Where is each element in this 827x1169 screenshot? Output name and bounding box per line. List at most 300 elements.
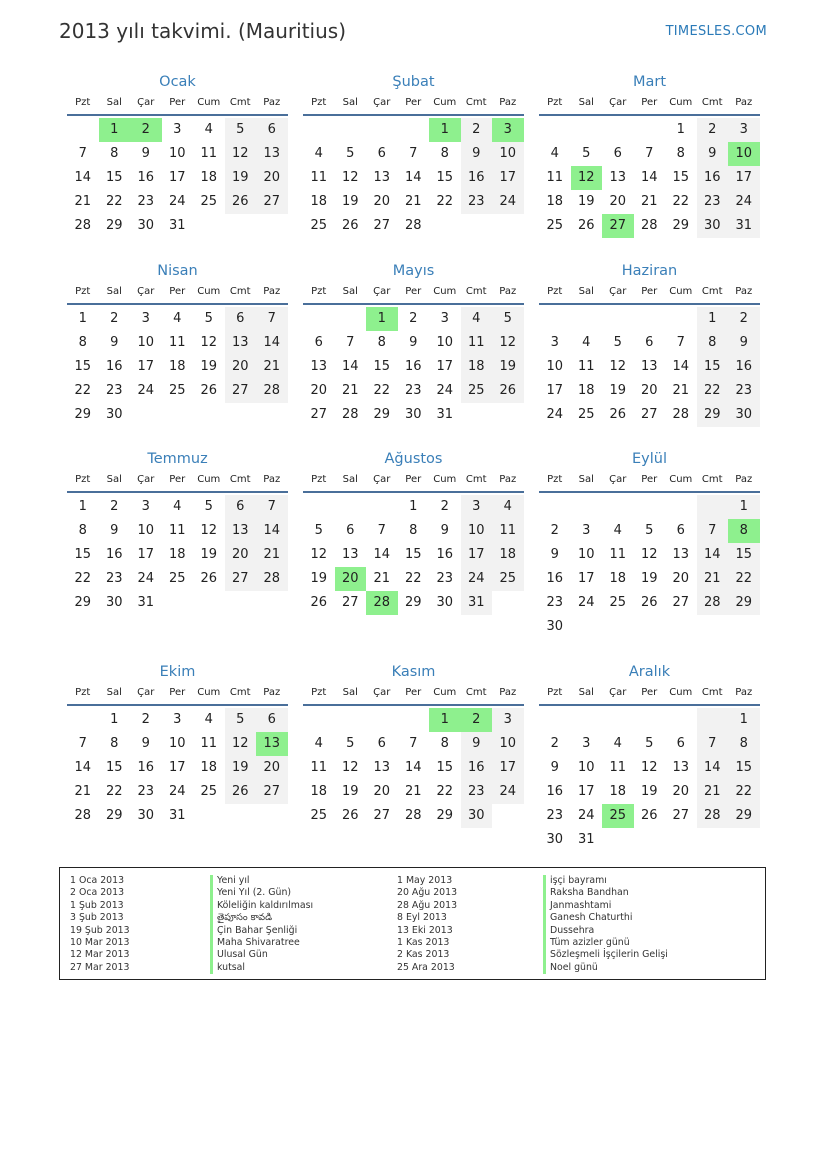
day-cell: 5	[492, 307, 524, 331]
day-cell: 7	[377, 523, 386, 538]
empty-cell	[335, 307, 367, 331]
day-cell: 4	[613, 523, 622, 538]
weekday-label: Cmt	[229, 687, 251, 698]
day-cell: 12	[341, 760, 359, 775]
day-cell: 21	[640, 194, 658, 209]
day-cell: 18	[168, 359, 186, 374]
day-cell: 11	[492, 519, 524, 543]
day-cell: 22	[672, 194, 690, 209]
day-grid	[539, 495, 760, 639]
day-cell: 15	[105, 170, 123, 185]
day-cell: 16	[137, 170, 155, 185]
day-cell: 18	[200, 170, 218, 185]
day-cell: 27	[256, 780, 288, 804]
holiday-date: 1 Kas 2013	[397, 936, 450, 948]
weekday-label: Cum	[197, 474, 221, 485]
day-cell: 21	[74, 194, 92, 209]
day-grid	[303, 118, 524, 238]
day-cell: 13	[672, 760, 690, 775]
day-cell: 16	[436, 547, 454, 562]
holiday-list	[59, 867, 766, 980]
day-grid	[303, 307, 524, 427]
day-cell: 17	[168, 170, 186, 185]
brand-link[interactable]: TIMESLES.COM	[665, 24, 767, 39]
day-cell: 1	[99, 118, 131, 142]
day-grid	[67, 307, 288, 427]
day-cell: 5	[582, 146, 591, 161]
empty-cell	[539, 307, 571, 331]
day-cell: 23	[137, 784, 155, 799]
day-cell: 22	[404, 571, 422, 586]
day-cell: 26	[640, 808, 658, 823]
weekday-label: Cum	[669, 687, 693, 698]
weekday-label: Cmt	[465, 474, 487, 485]
day-cell: 14	[697, 756, 729, 780]
day-cell: 8	[110, 146, 119, 161]
day-cell: 29	[105, 808, 123, 823]
empty-cell	[665, 708, 697, 732]
empty-cell	[492, 591, 524, 615]
holiday-name: Çin Bahar Şenliği	[210, 925, 313, 937]
day-cell: 8	[409, 523, 418, 538]
day-cell: 30	[404, 407, 422, 422]
day-cell: 22	[728, 567, 760, 591]
day-cell: 31	[436, 407, 454, 422]
empty-cell	[225, 403, 257, 427]
weekday-label: Çar	[373, 687, 391, 698]
day-cell: 18	[310, 784, 328, 799]
day-grid	[539, 708, 760, 852]
month-calendar	[539, 72, 760, 238]
day-cell: 12	[200, 335, 218, 350]
day-cell: 1	[409, 499, 418, 514]
empty-cell	[602, 828, 634, 852]
day-cell: 18	[200, 760, 218, 775]
day-cell: 30	[546, 832, 564, 847]
weekday-label: Sal	[342, 687, 358, 698]
weekday-label: Cmt	[229, 286, 251, 297]
day-cell: 30	[137, 218, 155, 233]
weekday-label: Cum	[197, 286, 221, 297]
day-cell: 29	[74, 595, 92, 610]
day-cell: 3	[440, 311, 449, 326]
day-cell: 30	[105, 407, 123, 422]
day-cell: 19	[640, 571, 658, 586]
empty-cell	[193, 214, 225, 238]
day-cell: 7	[78, 736, 87, 751]
day-cell: 12	[640, 547, 658, 562]
day-cell: 27	[310, 407, 328, 422]
day-cell: 2	[110, 311, 119, 326]
empty-cell	[602, 615, 634, 639]
day-cell: 11	[609, 760, 627, 775]
empty-cell	[366, 118, 398, 142]
day-grid	[67, 708, 288, 828]
day-cell: 29	[728, 591, 760, 615]
weekday-label: Paz	[499, 286, 517, 297]
weekday-label: Cum	[433, 474, 457, 485]
weekday-label: Per	[169, 286, 186, 297]
weekday-label: Pzt	[311, 286, 327, 297]
day-cell: 21	[404, 784, 422, 799]
weekday-label: Sal	[578, 97, 594, 108]
day-cell: 6	[377, 736, 386, 751]
day-cell: 17	[492, 166, 524, 190]
day-cell: 6	[676, 523, 685, 538]
day-cell: 2	[550, 523, 559, 538]
day-cell: 31	[137, 595, 155, 610]
day-cell: 14	[697, 543, 729, 567]
weekday-header	[303, 682, 524, 706]
day-cell: 4	[204, 122, 213, 137]
day-cell: 9	[141, 146, 150, 161]
day-cell: 25	[200, 784, 218, 799]
day-cell: 10	[728, 142, 760, 166]
day-cell: 9	[110, 523, 119, 538]
holiday-date: 28 Ağu 2013	[397, 899, 458, 911]
empty-cell	[665, 828, 697, 852]
day-cell: 15	[74, 547, 92, 562]
weekday-label: Per	[405, 687, 422, 698]
weekday-label: Per	[405, 97, 422, 108]
day-cell: 19	[200, 359, 218, 374]
day-cell: 15	[728, 543, 760, 567]
empty-cell	[461, 403, 493, 427]
month-name: Aralık	[628, 664, 671, 680]
day-cell: 30	[105, 595, 123, 610]
day-cell: 4	[492, 495, 524, 519]
day-cell: 28	[74, 808, 92, 823]
day-cell: 10	[577, 547, 595, 562]
weekday-label: Sal	[106, 286, 122, 297]
empty-cell	[193, 403, 225, 427]
day-cell: 11	[200, 146, 218, 161]
day-cell: 8	[377, 335, 386, 350]
day-cell: 20	[373, 194, 391, 209]
day-cell: 9	[697, 142, 729, 166]
day-cell: 28	[697, 804, 729, 828]
day-cell: 22	[74, 383, 92, 398]
day-cell: 17	[436, 359, 454, 374]
empty-cell	[225, 804, 257, 828]
day-cell: 7	[256, 495, 288, 519]
month-name: Şubat	[392, 74, 435, 90]
day-cell: 22	[373, 383, 391, 398]
day-cell: 22	[74, 571, 92, 586]
day-cell: 9	[728, 331, 760, 355]
weekday-label: Sal	[342, 286, 358, 297]
day-cell: 28	[404, 218, 422, 233]
month-calendar	[539, 662, 760, 852]
day-cell: 10	[492, 732, 524, 756]
day-cell: 18	[492, 543, 524, 567]
day-cell: 16	[404, 359, 422, 374]
day-cell: 27	[373, 808, 391, 823]
day-cell: 18	[577, 383, 595, 398]
day-cell: 24	[461, 567, 493, 591]
day-cell: 16	[697, 166, 729, 190]
empty-cell	[571, 708, 603, 732]
day-cell: 3	[492, 118, 524, 142]
day-cell: 7	[645, 146, 654, 161]
day-cell: 3	[141, 311, 150, 326]
weekday-header	[67, 469, 288, 493]
month-calendar	[303, 261, 524, 427]
day-cell: 8	[728, 732, 760, 756]
holiday-date: 8 Eyl 2013	[397, 912, 447, 924]
weekday-label: Çar	[137, 286, 155, 297]
day-cell: 19	[310, 571, 328, 586]
empty-cell	[256, 591, 288, 615]
empty-cell	[602, 307, 634, 331]
weekday-label: Paz	[499, 97, 517, 108]
empty-cell	[256, 804, 288, 828]
day-cell: 24	[137, 571, 155, 586]
holiday-dates-right	[397, 875, 457, 974]
weekday-label: Pzt	[311, 474, 327, 485]
day-cell: 26	[310, 595, 328, 610]
day-cell: 9	[550, 547, 559, 562]
day-cell: 26	[225, 780, 257, 804]
day-cell: 23	[105, 383, 123, 398]
month-calendar	[67, 261, 288, 427]
day-cell: 25	[310, 218, 328, 233]
day-cell: 10	[577, 760, 595, 775]
holiday-date: 12 Mar 2013	[70, 949, 130, 961]
day-cell: 1	[728, 708, 760, 732]
day-cell: 21	[672, 383, 690, 398]
empty-cell	[571, 118, 603, 142]
day-cell: 12	[492, 331, 524, 355]
day-cell: 8	[440, 736, 449, 751]
holiday-name: Tüm azizler günü	[543, 937, 668, 949]
day-cell: 11	[200, 736, 218, 751]
month-name: Nisan	[157, 263, 198, 279]
weekday-label: Per	[169, 97, 186, 108]
day-cell: 5	[225, 708, 257, 732]
day-cell: 12	[225, 732, 257, 756]
day-cell: 14	[74, 170, 92, 185]
weekday-label: Çar	[137, 687, 155, 698]
weekday-label: Paz	[263, 286, 281, 297]
day-cell: 11	[168, 335, 186, 350]
empty-cell	[602, 495, 634, 519]
weekday-label: Paz	[735, 97, 753, 108]
day-cell: 14	[404, 170, 422, 185]
day-cell: 13	[373, 170, 391, 185]
month-calendar	[303, 662, 524, 828]
day-cell: 20	[225, 355, 257, 379]
month-name: Temmuz	[147, 451, 208, 467]
day-cell: 1	[429, 708, 461, 732]
day-cell: 26	[200, 383, 218, 398]
weekday-label: Cmt	[465, 687, 487, 698]
weekday-header	[539, 281, 760, 305]
day-cell: 19	[341, 784, 359, 799]
day-cell: 2	[130, 118, 162, 142]
day-cell: 2	[461, 118, 493, 142]
holiday-name: Yeni Yıl (2. Gün)	[210, 887, 313, 899]
weekday-header	[67, 281, 288, 305]
weekday-label: Çar	[373, 474, 391, 485]
day-cell: 9	[409, 335, 418, 350]
weekday-label: Pzt	[75, 286, 91, 297]
day-cell: 15	[105, 760, 123, 775]
day-cell: 3	[461, 495, 493, 519]
weekday-label: Sal	[106, 97, 122, 108]
day-cell: 15	[74, 359, 92, 374]
day-cell: 17	[577, 571, 595, 586]
day-cell: 24	[577, 808, 595, 823]
day-cell: 2	[141, 712, 150, 727]
day-cell: 4	[204, 712, 213, 727]
day-cell: 24	[168, 784, 186, 799]
day-cell: 3	[582, 523, 591, 538]
day-cell: 22	[436, 194, 454, 209]
day-cell: 27	[225, 567, 257, 591]
day-cell: 12	[640, 760, 658, 775]
holiday-name: Noel günü	[543, 962, 668, 974]
day-cell: 9	[550, 760, 559, 775]
day-cell: 23	[546, 808, 564, 823]
weekday-label: Paz	[499, 687, 517, 698]
holiday-name: Yeni yıl	[210, 875, 313, 887]
day-cell: 30	[697, 214, 729, 238]
day-cell: 4	[550, 146, 559, 161]
holiday-name: kutsal	[210, 962, 313, 974]
page-title: 2013 yılı takvimi. (Mauritius)	[59, 19, 347, 43]
weekday-label: Cum	[197, 687, 221, 698]
day-grid	[303, 708, 524, 828]
day-cell: 29	[672, 218, 690, 233]
day-cell: 5	[613, 335, 622, 350]
holiday-date: 1 Oca 2013	[70, 875, 125, 886]
day-cell: 23	[728, 379, 760, 403]
empty-cell	[602, 118, 634, 142]
day-cell: 16	[546, 571, 564, 586]
day-cell: 3	[550, 335, 559, 350]
day-cell: 22	[436, 784, 454, 799]
empty-cell	[602, 708, 634, 732]
empty-cell	[303, 118, 335, 142]
day-cell: 10	[137, 523, 155, 538]
weekday-label: Cum	[669, 286, 693, 297]
day-cell: 17	[137, 359, 155, 374]
empty-cell	[398, 118, 430, 142]
day-cell: 1	[429, 118, 461, 142]
day-cell: 24	[436, 383, 454, 398]
month-name: Haziran	[621, 263, 678, 279]
day-cell: 29	[373, 407, 391, 422]
weekday-label: Paz	[263, 474, 281, 485]
day-cell: 11	[609, 547, 627, 562]
empty-cell	[366, 495, 398, 519]
holiday-names-right	[543, 875, 668, 974]
weekday-label: Paz	[735, 286, 753, 297]
day-cell: 26	[200, 571, 218, 586]
day-cell: 9	[141, 736, 150, 751]
weekday-label: Pzt	[311, 687, 327, 698]
day-grid	[539, 307, 760, 427]
day-cell: 2	[461, 708, 493, 732]
weekday-header	[67, 682, 288, 706]
day-cell: 21	[74, 784, 92, 799]
day-cell: 25	[168, 571, 186, 586]
day-cell: 10	[492, 142, 524, 166]
month-name: Ocak	[159, 74, 196, 90]
weekday-label: Sal	[106, 687, 122, 698]
day-cell: 13	[310, 359, 328, 374]
month-name: Kasım	[391, 664, 436, 680]
day-cell: 2	[110, 499, 119, 514]
day-cell: 20	[225, 543, 257, 567]
empty-cell	[634, 118, 666, 142]
day-cell: 24	[728, 190, 760, 214]
month-calendar	[67, 72, 288, 238]
day-cell: 30	[728, 403, 760, 427]
day-cell: 20	[335, 567, 367, 591]
weekday-header	[539, 469, 760, 493]
holiday-names-left	[210, 875, 313, 974]
weekday-label: Paz	[735, 474, 753, 485]
holiday-date: 20 Ağu 2013	[397, 887, 458, 899]
day-cell: 3	[728, 118, 760, 142]
day-cell: 24	[168, 194, 186, 209]
day-cell: 22	[105, 784, 123, 799]
day-cell: 2	[697, 118, 729, 142]
day-cell: 16	[461, 756, 493, 780]
day-cell: 30	[436, 595, 454, 610]
day-cell: 18	[609, 784, 627, 799]
day-cell: 10	[436, 335, 454, 350]
day-cell: 23	[105, 571, 123, 586]
day-cell: 24	[137, 383, 155, 398]
day-cell: 27	[341, 595, 359, 610]
day-cell: 25	[310, 808, 328, 823]
holiday-name: Maha Shivaratree	[210, 937, 313, 949]
holiday-date: 2 Kas 2013	[397, 949, 450, 961]
empty-cell	[665, 615, 697, 639]
day-cell: 23	[436, 571, 454, 586]
empty-cell	[193, 591, 225, 615]
day-cell: 18	[546, 194, 564, 209]
day-cell: 18	[609, 571, 627, 586]
day-cell: 8	[676, 146, 685, 161]
day-cell: 19	[577, 194, 595, 209]
day-cell: 16	[105, 359, 123, 374]
empty-cell	[303, 708, 335, 732]
day-cell: 28	[74, 218, 92, 233]
empty-cell	[67, 118, 99, 142]
day-cell: 12	[200, 523, 218, 538]
day-cell: 8	[440, 146, 449, 161]
day-cell: 12	[225, 142, 257, 166]
day-grid	[67, 118, 288, 238]
day-cell: 28	[256, 379, 288, 403]
day-cell: 13	[225, 519, 257, 543]
day-cell: 6	[314, 335, 323, 350]
weekday-label: Sal	[106, 474, 122, 485]
empty-cell	[256, 214, 288, 238]
holiday-name: Ulusal Gün	[210, 949, 313, 961]
holiday-date: 19 Şub 2013	[70, 924, 130, 936]
empty-cell	[697, 615, 729, 639]
day-cell: 31	[168, 808, 186, 823]
day-cell: 14	[640, 170, 658, 185]
day-cell: 8	[697, 331, 729, 355]
day-cell: 23	[137, 194, 155, 209]
day-cell: 19	[200, 547, 218, 562]
